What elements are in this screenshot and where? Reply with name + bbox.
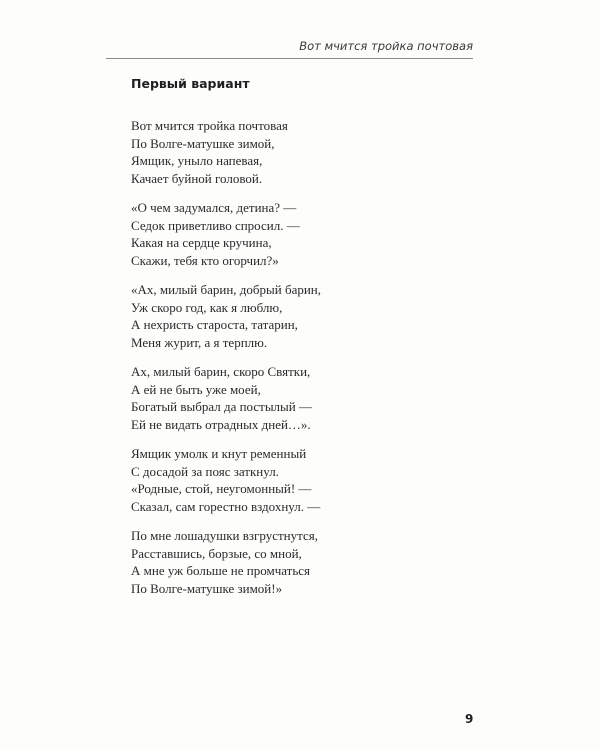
poem-line: Ямщик, уныло напевая, bbox=[131, 153, 263, 168]
poem-line: Скажи, тебя кто огорчил?» bbox=[131, 252, 279, 268]
poem-line: Качает буйной головой. bbox=[131, 170, 263, 186]
stanza-3 bbox=[131, 281, 471, 351]
poem-line: По Волге-матушке зимой!» bbox=[131, 580, 283, 596]
poem-line: Седок приветливо спросил. — bbox=[131, 217, 300, 233]
section-title: Первый вариант bbox=[131, 76, 250, 91]
stanza-6 bbox=[131, 527, 471, 597]
poem-line: «Родные, стой, неугомонный! — bbox=[131, 481, 312, 496]
stanza-1 bbox=[131, 117, 471, 187]
poem-line: А мне уж больше не промчаться bbox=[131, 563, 311, 578]
poem-line: С досадой за пояс заткнул. bbox=[131, 463, 279, 479]
poem-line: Меня журит, а я терплю. bbox=[131, 334, 268, 350]
stanza-2 bbox=[131, 199, 471, 269]
running-head: Вот мчится тройка почтовая bbox=[299, 39, 473, 53]
poem-line: «О чем задумался, детина? — bbox=[131, 200, 297, 215]
stanza-4 bbox=[131, 363, 471, 433]
poem-line: Богатый выбрал да постылый — bbox=[131, 399, 312, 414]
poem-line: «Ах, милый барин, добрый барин, bbox=[131, 282, 322, 297]
poem-line: Сказал, сам горестно вздохнул. — bbox=[131, 498, 321, 514]
poem-line: Ямщик умолк и кнут ременный bbox=[131, 446, 307, 461]
poem-line: Вот мчится тройка почтовая bbox=[131, 118, 288, 133]
poem-line: Уж скоро год, как я люблю, bbox=[131, 299, 283, 315]
page-number: 9 bbox=[465, 712, 474, 726]
stanza-5 bbox=[131, 445, 471, 515]
poem-line: Расставшись, борзые, со мной, bbox=[131, 545, 302, 561]
poem bbox=[131, 117, 471, 609]
poem-line: А нехристь староста, татарин, bbox=[131, 317, 298, 332]
poem-line: Ах, милый барин, скоро Святки, bbox=[131, 364, 311, 379]
poem-line: Ей не видать отрадных дней…». bbox=[131, 416, 311, 432]
poem-line: По Волге-матушке зимой, bbox=[131, 135, 275, 151]
poem-line: По мне лошадушки взгрустнутся, bbox=[131, 528, 318, 543]
header-rule bbox=[106, 58, 473, 59]
poem-line: А ей не быть уже моей, bbox=[131, 381, 261, 397]
poem-line: Какая на сердце кручина, bbox=[131, 235, 272, 250]
